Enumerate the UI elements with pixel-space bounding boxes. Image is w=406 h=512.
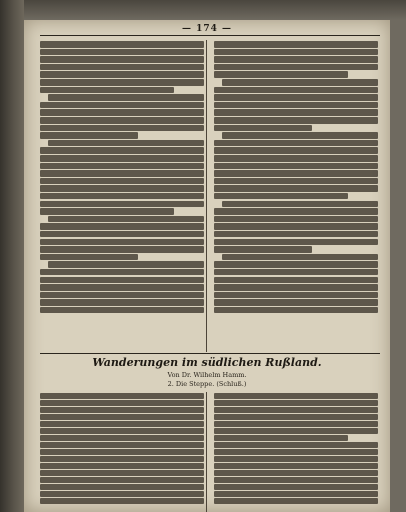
text-line bbox=[214, 87, 378, 94]
text-line bbox=[214, 449, 378, 455]
column-left-lower bbox=[40, 392, 204, 505]
text-line bbox=[48, 261, 204, 268]
text-line bbox=[214, 49, 378, 56]
text-line bbox=[222, 201, 378, 208]
text-line bbox=[40, 87, 174, 94]
text-line bbox=[222, 79, 378, 86]
text-line bbox=[40, 125, 204, 132]
text-line bbox=[214, 239, 378, 246]
text-line bbox=[40, 239, 204, 246]
newspaper-page bbox=[24, 20, 390, 512]
text-line bbox=[214, 463, 378, 469]
text-line bbox=[214, 307, 378, 314]
text-line bbox=[40, 414, 204, 420]
section-rule bbox=[40, 353, 380, 354]
text-line bbox=[214, 421, 378, 427]
text-line bbox=[214, 155, 378, 162]
text-line bbox=[214, 269, 378, 276]
column-divider bbox=[206, 40, 207, 352]
text-line bbox=[40, 109, 204, 116]
text-line bbox=[40, 484, 204, 490]
text-line bbox=[214, 71, 348, 78]
text-line bbox=[214, 94, 378, 101]
text-line bbox=[40, 456, 204, 462]
text-line bbox=[40, 64, 204, 71]
column-right-upper bbox=[214, 40, 378, 314]
article-byline: Von Dr. Wilhelm Hamm. bbox=[167, 371, 247, 379]
text-line bbox=[40, 170, 204, 177]
text-line bbox=[214, 435, 348, 441]
text-line bbox=[40, 231, 204, 238]
text-line bbox=[214, 442, 378, 448]
text-line bbox=[40, 307, 204, 314]
text-line bbox=[48, 140, 204, 147]
text-line bbox=[214, 428, 378, 434]
text-line bbox=[40, 147, 204, 154]
text-line bbox=[40, 491, 204, 497]
text-line bbox=[40, 155, 204, 162]
text-line bbox=[40, 79, 204, 86]
text-line bbox=[40, 49, 204, 56]
text-line bbox=[214, 223, 378, 230]
text-line bbox=[40, 56, 204, 63]
text-line bbox=[214, 102, 378, 109]
text-line bbox=[40, 223, 204, 230]
text-line bbox=[40, 299, 204, 306]
text-line bbox=[214, 407, 378, 413]
text-line bbox=[214, 299, 378, 306]
text-line bbox=[214, 185, 378, 192]
text-line bbox=[40, 435, 204, 441]
text-line bbox=[40, 449, 204, 455]
text-line bbox=[214, 477, 378, 483]
text-line bbox=[40, 185, 204, 192]
text-line bbox=[40, 102, 204, 109]
text-line bbox=[214, 393, 378, 399]
column-right-lower bbox=[214, 392, 378, 505]
text-line bbox=[40, 132, 138, 139]
text-line bbox=[214, 208, 378, 215]
text-line bbox=[214, 246, 312, 253]
text-line bbox=[40, 246, 204, 253]
text-line bbox=[48, 94, 204, 101]
text-line bbox=[40, 71, 204, 78]
text-line bbox=[40, 407, 204, 413]
text-line bbox=[214, 414, 378, 420]
text-line bbox=[40, 193, 204, 200]
text-line bbox=[40, 470, 204, 476]
text-line bbox=[214, 491, 378, 497]
text-line bbox=[214, 261, 378, 268]
text-line bbox=[40, 178, 204, 185]
text-line bbox=[40, 393, 204, 399]
text-line bbox=[214, 231, 378, 238]
text-line bbox=[40, 41, 204, 48]
text-line bbox=[214, 109, 378, 116]
text-line bbox=[214, 170, 378, 177]
text-line bbox=[214, 400, 378, 406]
page-number: — 174 — bbox=[181, 24, 233, 34]
text-line bbox=[214, 56, 378, 63]
text-line bbox=[40, 292, 204, 299]
text-line bbox=[214, 470, 378, 476]
text-line bbox=[40, 201, 204, 208]
text-line bbox=[40, 477, 204, 483]
article-section: 2. Die Steppe. (Schluß.) bbox=[167, 380, 247, 388]
text-line bbox=[40, 442, 204, 448]
text-line bbox=[214, 498, 378, 504]
text-line bbox=[214, 216, 378, 223]
text-line bbox=[214, 284, 378, 291]
text-line bbox=[40, 284, 204, 291]
text-line bbox=[40, 163, 204, 170]
text-line bbox=[214, 41, 378, 48]
text-line bbox=[214, 193, 348, 200]
text-line bbox=[40, 498, 204, 504]
text-line bbox=[214, 484, 378, 490]
text-line bbox=[214, 147, 378, 154]
text-line bbox=[40, 277, 204, 284]
top-edge bbox=[24, 0, 406, 20]
text-line bbox=[214, 140, 378, 147]
top-rule bbox=[40, 35, 380, 36]
article-title: Wanderungen im südlichen Rußland. bbox=[92, 356, 322, 369]
text-line bbox=[40, 208, 174, 215]
text-line bbox=[40, 421, 204, 427]
text-line bbox=[40, 428, 204, 434]
text-line bbox=[214, 117, 378, 124]
text-line bbox=[40, 254, 138, 261]
column-left-upper bbox=[40, 40, 204, 314]
text-line bbox=[214, 64, 378, 71]
text-line bbox=[40, 269, 204, 276]
text-line bbox=[214, 292, 378, 299]
text-line bbox=[214, 456, 378, 462]
text-line bbox=[40, 117, 204, 124]
text-line bbox=[222, 254, 378, 261]
text-line bbox=[214, 163, 378, 170]
text-line bbox=[40, 463, 204, 469]
text-line bbox=[222, 132, 378, 139]
book-spine bbox=[0, 0, 24, 512]
text-line bbox=[214, 277, 378, 284]
column-divider-lower bbox=[206, 392, 207, 512]
text-line bbox=[214, 178, 378, 185]
text-line bbox=[214, 125, 312, 132]
text-line bbox=[40, 400, 204, 406]
text-line bbox=[48, 216, 204, 223]
